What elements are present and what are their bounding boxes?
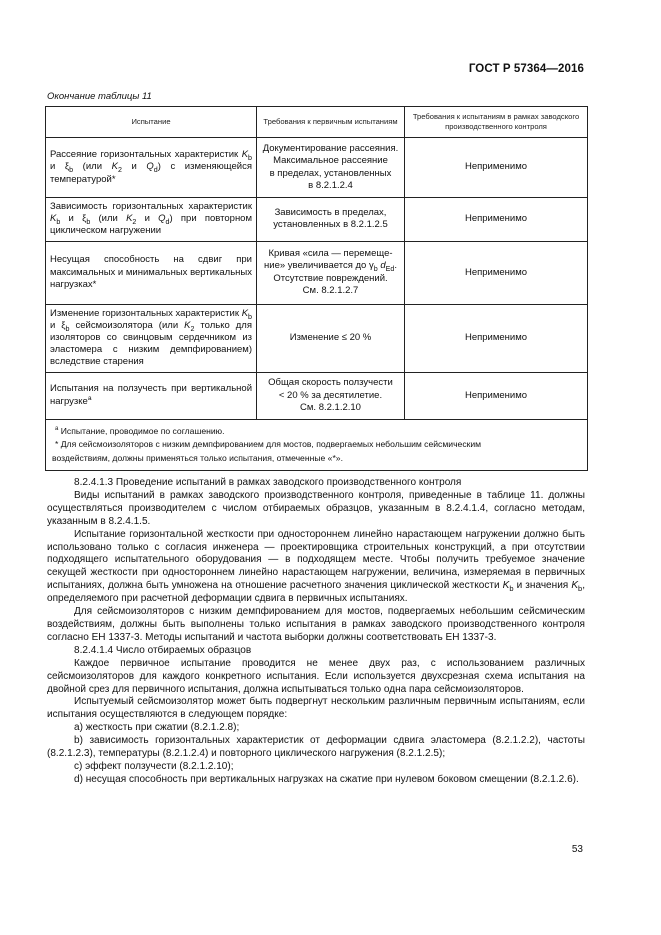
primary-line: < 20 % за десятилетие. bbox=[278, 389, 383, 401]
table-row bbox=[46, 241, 588, 304]
primary-line: ние» увеличивается до $\gamma_b$ $d_{Ed}$. bbox=[264, 260, 397, 274]
primary-line: Документирование рассеяния. bbox=[262, 143, 399, 155]
table-notes bbox=[46, 419, 588, 471]
header-factory: Требования к испытаниям в рамках заводского производственного контроля bbox=[405, 107, 588, 138]
table-row bbox=[46, 198, 588, 242]
primary-line: См. 8.2.1.2.7 bbox=[302, 284, 359, 296]
paragraph: Испытание горизонтальной жесткости при одностороннем линейно нарастающем нагружении должно быть использовано только с согласия инженера — проектировщика строительных конструкций, а при отсутствии подходящего испытательного оборудования — в подходящем месте. Чтобы получить требуемое значение секущей жесткости при одностороннем линейно нарастающем нагружении, величина, измеряемая в первичных испытаниях, должна быть умножена на отношение расчетного значения циклической жесткости $K_b$ и значения $K_b$, определяемого при расчетной деформации сдвига в первичных испытаниях. bbox=[47, 528, 586, 605]
table-row bbox=[46, 372, 588, 419]
section-heading: 8.2.4.1.3 Проведение испытаний в рамках заводского производственного контроля bbox=[74, 477, 462, 488]
list-item: d) несущая способность при вертикальных нагрузках на сжатие при нулевом боковом смещении (8.2.1.2.6). bbox=[74, 773, 579, 785]
paragraph: Испытуемый сейсмоизолятор может быть подвергнут нескольким различным первичным испытаниям, если испытания осуществляются в следующем порядке: bbox=[47, 696, 585, 721]
test-cell bbox=[46, 138, 257, 198]
table-note: $^a$ Испытание, проводимое по соглашению. bbox=[55, 425, 225, 436]
primary-line: Изменение ≤ 20 % bbox=[289, 332, 372, 344]
page-number: 53 bbox=[571, 844, 583, 855]
test-text: Рассеяние горизонтальных характеристик $K_b$ и $\xi_b$ (или $K_2$ и $Q_d$) с изменяющейся температурой* bbox=[50, 149, 252, 185]
primary-line: См. 8.2.1.2.10 bbox=[300, 401, 361, 413]
table-note: воздействиям, должны применяться только испытания, отмеченные «*». bbox=[52, 452, 343, 463]
primary-line: в 8.2.1.2.4 bbox=[308, 179, 353, 191]
table-notes-row bbox=[46, 419, 588, 471]
header-test: Испытание bbox=[46, 107, 257, 138]
table-row bbox=[46, 304, 588, 372]
list-item: а) жесткость при сжатии (8.2.1.2.8); bbox=[74, 722, 240, 734]
test-cell bbox=[46, 198, 257, 242]
requirements-table bbox=[45, 106, 588, 471]
factory-cell: Неприменимо bbox=[405, 241, 588, 304]
list-item: b) зависимость горизонтальных характеристик от деформации сдвига эластомера (8.2.1.2.2), частоты (8.2.1.2.3), температуры (8.2.1.2.4) и повторного циклического нагружения (8.2.1.2.5); bbox=[47, 735, 585, 760]
factory-cell: Неприменимо bbox=[405, 198, 588, 242]
primary-cell bbox=[257, 304, 405, 372]
primary-cell bbox=[257, 138, 405, 198]
body-text bbox=[47, 477, 585, 787]
paragraph: Виды испытаний в рамках заводского производственного контроля, приведенные в таблице 11. должны осуществляться производителем с числом отбираемых образцов, указанным в 8.2.4.1.4, согласно методам, указанным в 8.2.4.1.5. bbox=[47, 489, 585, 527]
paragraph: Каждое первичное испытание проводится не менее двух раз, с использованием различных сейсмоизоляторов для каждого конкретного испытания. Если используется двухсрезная схема испытания на двойной срез для первичного испытания, должна испытываться только одна пара сейсмоизоляторов. bbox=[47, 657, 585, 695]
primary-line: Максимальное рассеяние bbox=[273, 155, 388, 167]
table-row bbox=[46, 138, 588, 198]
factory-cell: Неприменимо bbox=[405, 372, 588, 419]
primary-line: Зависимость в пределах, bbox=[274, 207, 387, 219]
primary-line: в пределах, установленных bbox=[269, 167, 392, 179]
table-header-row bbox=[46, 107, 588, 138]
table-caption: Окончание таблицы 11 bbox=[47, 91, 152, 102]
test-cell bbox=[46, 372, 257, 419]
primary-line: Отсутствие повреждений. bbox=[273, 272, 388, 284]
list-item: с) эффект ползучести (8.2.1.2.10); bbox=[74, 760, 234, 772]
primary-cell bbox=[257, 198, 405, 242]
primary-line: Кривая «сила — перемеще- bbox=[268, 248, 393, 260]
primary-line: Общая скорость ползучести bbox=[268, 377, 393, 389]
primary-cell bbox=[257, 241, 405, 304]
section-heading: 8.2.4.1.4 Число отбираемых образцов bbox=[74, 644, 252, 656]
table-note: * Для сейсмоизоляторов с низким демпфированием для мостов, подвергаемых небольшим сейсмическим bbox=[55, 439, 482, 450]
header-primary: Требования к первичным испытаниям bbox=[257, 107, 405, 138]
test-text: Испытания на ползучесть при вертикальной нагрузке$^a$ bbox=[50, 383, 252, 407]
primary-cell bbox=[257, 372, 405, 419]
test-text: Зависимость горизонтальных характеристик $K_b$ и $\xi_b$ (или $K_2$ и $Q_d$) при повторном циклическом нагружении bbox=[50, 201, 252, 237]
factory-cell: Неприменимо bbox=[405, 304, 588, 372]
factory-cell: Неприменимо bbox=[405, 138, 588, 198]
standard-header: ГОСТ Р 57364—2016 bbox=[468, 63, 584, 75]
primary-line: установленных в 8.2.1.2.5 bbox=[273, 219, 388, 231]
test-cell bbox=[46, 241, 257, 304]
test-cell bbox=[46, 304, 257, 372]
test-text: Несущая способность на сдвиг при максимальных и минимальных вертикальных нагрузках* bbox=[50, 254, 252, 290]
paragraph: Для сейсмоизоляторов с низким демпфированием для мостов, подвергаемых небольшим сейсмическим воздействиям, должны быть выполнены только испытания в рамках заводского производственного контроля согласно ЕН 1337-3. Методы испытаний и частота выборки должны соответствовать ЕН 1337-3. bbox=[47, 606, 585, 643]
test-text: Изменение горизонтальных характеристик $K_b$ и $\xi_b$ сейсмоизолятора (или $K_2$ только для изоляторов со свинцовым сердечником из эластомера с низким демпфированием) вследствие старения bbox=[50, 307, 252, 368]
